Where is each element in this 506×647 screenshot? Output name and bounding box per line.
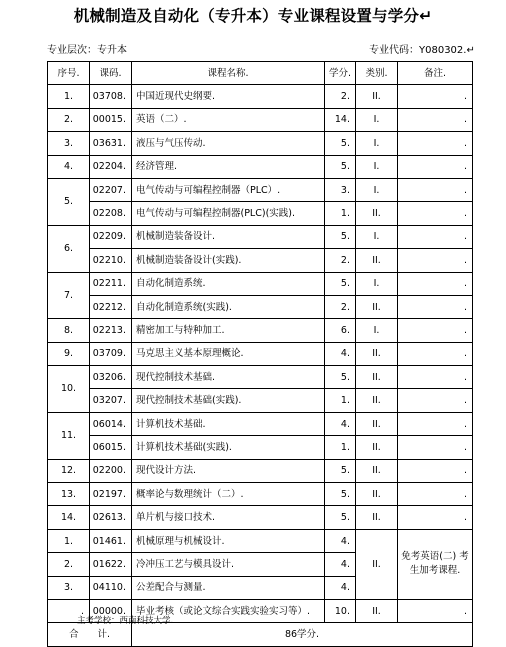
code-cell: 01622. <box>90 553 132 576</box>
table-row <box>48 155 473 178</box>
credit-cell: 4. <box>325 342 356 365</box>
code-cell: 06014. <box>90 412 132 435</box>
code-cell: 00000. <box>90 599 132 622</box>
table-row <box>48 85 473 108</box>
name-cell: 机械制造装备设计. <box>132 225 325 248</box>
credit-cell: 5. <box>325 225 356 248</box>
table-row <box>48 506 473 529</box>
name-cell: 现代控制技术基础. <box>132 366 325 389</box>
note-cell: . <box>398 436 473 459</box>
note-cell: . <box>398 85 473 108</box>
name-cell: 精密加工与特种加工. <box>132 319 325 342</box>
note-cell: . <box>398 319 473 342</box>
credit-cell: 1. <box>325 202 356 225</box>
seq-cell: 8. <box>48 319 90 342</box>
category-cell: II. <box>356 483 398 506</box>
code-cell: 02209. <box>90 225 132 248</box>
category-cell: II. <box>356 506 398 529</box>
seq-cell: 12. <box>48 459 90 482</box>
note-cell: . <box>398 295 473 318</box>
seq-cell: 1. <box>48 85 90 108</box>
seq-cell: 6. <box>48 225 90 272</box>
code-cell: 02210. <box>90 249 132 272</box>
name-cell: 马克思主义基本原理概论. <box>132 342 325 365</box>
seq-cell: 9. <box>48 342 90 365</box>
table-row <box>48 178 473 201</box>
name-cell: 中国近现代史纲要. <box>132 85 325 108</box>
code-cell: 02200. <box>90 459 132 482</box>
code-cell: 02613. <box>90 506 132 529</box>
credit-cell: 4. <box>325 412 356 435</box>
name-cell: 毕业考核（或论文综合实践实验实习等）. <box>132 599 325 622</box>
credit-cell: 2. <box>325 85 356 108</box>
table-row <box>48 295 473 318</box>
header-note: 备注. <box>398 62 473 85</box>
credit-cell: 5. <box>325 459 356 482</box>
program-code: 专业代码：Y080302.↵ <box>369 45 475 56</box>
name-cell: 计算机技术基础. <box>132 412 325 435</box>
credit-cell: 5. <box>325 155 356 178</box>
credit-cell: 14. <box>325 108 356 131</box>
credit-cell: 2. <box>325 295 356 318</box>
credit-cell: 4. <box>325 553 356 576</box>
category-cell: II. <box>356 459 398 482</box>
credit-cell: 5. <box>325 483 356 506</box>
name-cell: 现代设计方法. <box>132 459 325 482</box>
header-seq: 序号. <box>48 62 90 85</box>
name-cell: 计算机技术基础(实践). <box>132 436 325 459</box>
name-cell: 经济管理. <box>132 155 325 178</box>
credit-cell: 4. <box>325 529 356 552</box>
code-cell: 06015. <box>90 436 132 459</box>
category-cell: I. <box>356 132 398 155</box>
code-cell: 02197. <box>90 483 132 506</box>
code-cell: 02207. <box>90 178 132 201</box>
name-cell: 自动化制造系统(实践). <box>132 295 325 318</box>
note-cell: . <box>398 389 473 412</box>
note-cell: . <box>398 108 473 131</box>
code-cell: 03709. <box>90 342 132 365</box>
header-category: 类别. <box>356 62 398 85</box>
code-cell: 01461. <box>90 529 132 552</box>
note-cell: . <box>398 483 473 506</box>
exam-school: 主考学校：西南科技大学. <box>77 616 174 626</box>
table-row <box>48 225 473 248</box>
note-cell: . <box>398 412 473 435</box>
category-cell: I. <box>356 272 398 295</box>
note-cell: . <box>398 459 473 482</box>
credit-cell: 5. <box>325 506 356 529</box>
note-cell: . <box>398 599 473 622</box>
seq-cell: 7. <box>48 272 90 319</box>
category-cell: II. <box>356 295 398 318</box>
seq-cell: 5. <box>48 178 90 225</box>
name-cell: 现代控制技术基础(实践). <box>132 389 325 412</box>
seq-cell: 2. <box>48 553 90 576</box>
name-cell: 单片机与接口技术. <box>132 506 325 529</box>
seq-cell: . <box>48 599 90 622</box>
table-row <box>48 366 473 389</box>
name-cell: 电气传动与可编程控制器（PLC）. <box>132 178 325 201</box>
table-row <box>48 529 473 552</box>
table-row <box>48 132 473 155</box>
code-cell: 04110. <box>90 576 132 599</box>
code-cell: 03631. <box>90 132 132 155</box>
header-name: 课程名称. <box>132 62 325 85</box>
category-cell: I. <box>356 178 398 201</box>
table-row <box>48 412 473 435</box>
seq-cell: 3. <box>48 132 90 155</box>
credit-cell: 5. <box>325 272 356 295</box>
table-row <box>48 319 473 342</box>
credit-cell: 5. <box>325 132 356 155</box>
name-cell: 自动化制造系统. <box>132 272 325 295</box>
seq-cell: 4. <box>48 155 90 178</box>
seq-cell: 11. <box>48 412 90 459</box>
header-code: 课码. <box>90 62 132 85</box>
seq-cell: 3. <box>48 576 90 599</box>
table-row <box>48 389 473 412</box>
category-cell: II. <box>356 436 398 459</box>
seq-cell: 1. <box>48 529 90 552</box>
note-cell: . <box>398 366 473 389</box>
category-cell: I. <box>356 319 398 342</box>
credit-cell: 4. <box>325 576 356 599</box>
table-row <box>48 342 473 365</box>
name-cell: 公差配合与测量. <box>132 576 325 599</box>
name-cell: 英语（二）. <box>132 108 325 131</box>
category-cell: II. <box>356 202 398 225</box>
category-cell: II. <box>356 599 398 622</box>
credit-cell: 5. <box>325 366 356 389</box>
code-cell: 02204. <box>90 155 132 178</box>
code-cell: 02213. <box>90 319 132 342</box>
total-value: 86学分. <box>132 623 473 646</box>
code-cell: 02211. <box>90 272 132 295</box>
credit-cell: 1. <box>325 436 356 459</box>
note-cell: . <box>398 225 473 248</box>
credit-cell: 1. <box>325 389 356 412</box>
note-cell: . <box>398 272 473 295</box>
note-cell: . <box>398 342 473 365</box>
seq-cell: 10. <box>48 366 90 413</box>
merged-category-cell: II. <box>356 529 398 599</box>
name-cell: 机械制造装备设计(实践). <box>132 249 325 272</box>
note-cell: . <box>398 249 473 272</box>
table-row <box>48 459 473 482</box>
name-cell: 电气传动与可编程控制器(PLC)(实践). <box>132 202 325 225</box>
code-cell: 03206. <box>90 366 132 389</box>
program-level: 专业层次：专升本 <box>47 45 127 56</box>
category-cell: II. <box>356 342 398 365</box>
note-cell: . <box>398 132 473 155</box>
category-cell: I. <box>356 155 398 178</box>
category-cell: I. <box>356 108 398 131</box>
header-credit: 学分. <box>325 62 356 85</box>
table-row <box>48 202 473 225</box>
note-cell: . <box>398 178 473 201</box>
name-cell: 冷冲压工艺与模具设计. <box>132 553 325 576</box>
category-cell: II. <box>356 412 398 435</box>
category-cell: II. <box>356 366 398 389</box>
seq-cell: 14. <box>48 506 90 529</box>
total-row <box>48 623 473 646</box>
code-cell: 02212. <box>90 295 132 318</box>
credit-cell: 3. <box>325 178 356 201</box>
code-cell: 03207. <box>90 389 132 412</box>
note-cell: . <box>398 155 473 178</box>
credit-cell: 2. <box>325 249 356 272</box>
merged-note-cell: 免考英语(二) 考生加考课程. <box>398 529 473 599</box>
table-row <box>48 249 473 272</box>
credit-cell: 6. <box>325 319 356 342</box>
page-title: 机械制造及自动化（专升本）专业课程设置与学分↵ <box>73 7 433 25</box>
category-cell: II. <box>356 389 398 412</box>
category-cell: I. <box>356 225 398 248</box>
name-cell: 液压与气压传动. <box>132 132 325 155</box>
name-cell: 概率论与数理统计（二）. <box>132 483 325 506</box>
table-row <box>48 272 473 295</box>
table-row <box>48 108 473 131</box>
code-cell: 02208. <box>90 202 132 225</box>
note-cell: . <box>398 506 473 529</box>
seq-cell: 2. <box>48 108 90 131</box>
table-header-row <box>48 62 473 85</box>
table-row <box>48 436 473 459</box>
code-cell: 03708. <box>90 85 132 108</box>
name-cell: 机械原理与机械设计. <box>132 529 325 552</box>
course-table <box>47 61 473 647</box>
credit-cell: 10. <box>325 599 356 622</box>
table-row <box>48 483 473 506</box>
code-cell: 00015. <box>90 108 132 131</box>
seq-cell: 13. <box>48 483 90 506</box>
note-cell: . <box>398 202 473 225</box>
category-cell: II. <box>356 249 398 272</box>
total-label: 合 计. <box>48 623 132 646</box>
category-cell: II. <box>356 85 398 108</box>
